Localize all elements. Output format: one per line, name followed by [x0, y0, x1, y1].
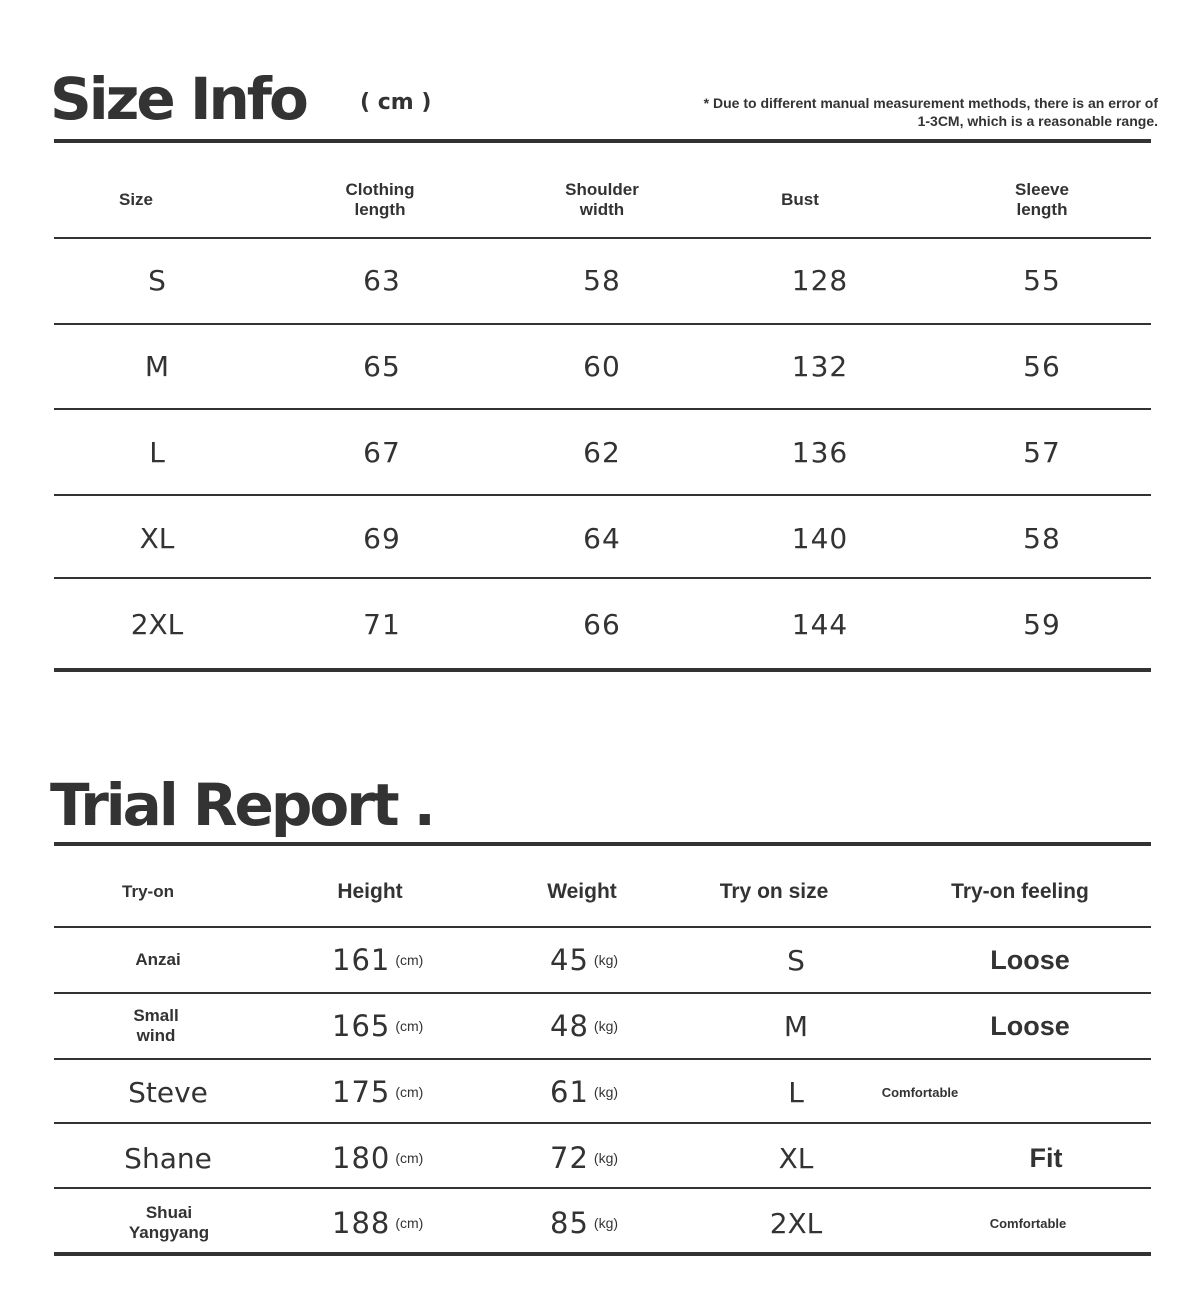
trial-table-bottom-rule — [54, 1252, 1151, 1256]
weight-value: 72 — [550, 1141, 589, 1175]
sleeve-length-value: 55 — [1023, 263, 1061, 297]
try-on-feeling-value: Loose — [990, 944, 1070, 975]
size-info-unit: ( cm ) — [360, 90, 432, 115]
weight-cell — [520, 1000, 690, 1052]
header-size: Size — [118, 190, 154, 209]
measurement-note — [598, 94, 1158, 130]
header-try-on: Try-on — [122, 882, 174, 901]
tester-name: Anzai — [135, 950, 181, 969]
try-on-feeling-value: Comfortable — [881, 1084, 959, 1100]
row-divider — [54, 992, 1151, 994]
header-sleeve-length: Sleeve length — [1015, 180, 1069, 219]
height-value: 161 — [332, 943, 391, 977]
size-table-bottom-rule — [54, 668, 1151, 672]
header-weight: Weight — [547, 880, 617, 903]
clothing-length-value: 65 — [363, 349, 401, 383]
size-label: 2XL — [130, 607, 184, 641]
height-value: 180 — [332, 1141, 391, 1175]
row-divider — [54, 577, 1151, 579]
height-cell — [300, 1196, 492, 1250]
weight-cell — [520, 935, 690, 985]
weight-unit: (kg) — [593, 1150, 619, 1166]
measurement-note-line1: * Due to different manual measurement methods, there is an error of — [703, 95, 1158, 111]
weight-cell — [520, 1066, 690, 1118]
size-table-top-rule — [54, 139, 1151, 143]
shoulder-width-value: 62 — [583, 435, 621, 469]
weight-cell — [520, 1196, 690, 1250]
header-shoulder-width: Shoulder width — [565, 180, 639, 219]
sleeve-length-value: 58 — [1023, 521, 1061, 555]
trial-table-header-rule — [54, 926, 1151, 928]
weight-value: 48 — [550, 1009, 589, 1043]
shoulder-width-value: 66 — [583, 607, 621, 641]
weight-unit: (kg) — [593, 1084, 619, 1100]
header-clothing-length: Clothing length — [345, 180, 415, 219]
try-on-size-value: S — [787, 943, 805, 977]
weight-value: 85 — [550, 1206, 589, 1240]
try-on-size-value: XL — [778, 1141, 814, 1175]
row-divider — [54, 408, 1151, 410]
try-on-size-value: M — [783, 1009, 809, 1043]
tester-name: Shuai Yangyang — [128, 1203, 210, 1242]
measurement-note-line2: 1-3CM, which is a reasonable range. — [917, 113, 1158, 129]
bust-value: 136 — [791, 435, 849, 469]
try-on-feeling-value: Fit — [1029, 1142, 1063, 1173]
weight-value: 45 — [550, 943, 589, 977]
weight-cell — [520, 1132, 690, 1184]
row-divider — [54, 1187, 1151, 1189]
height-value: 188 — [332, 1206, 391, 1240]
shoulder-width-value: 60 — [583, 349, 621, 383]
try-on-feeling-value: Comfortable — [989, 1215, 1067, 1231]
height-value: 165 — [332, 1009, 391, 1043]
bust-value: 128 — [791, 263, 849, 297]
row-divider — [54, 494, 1151, 496]
weight-unit: (kg) — [593, 1018, 619, 1034]
size-label: L — [149, 435, 165, 469]
size-label: M — [144, 349, 170, 383]
row-divider — [54, 1058, 1151, 1060]
try-on-size-value: L — [788, 1075, 804, 1109]
header-height: Height — [337, 880, 403, 903]
shoulder-width-value: 58 — [583, 263, 621, 297]
tester-name: Steve — [128, 1075, 208, 1109]
sleeve-length-value: 57 — [1023, 435, 1061, 469]
size-info-title: Size Info — [50, 65, 306, 133]
size-table-header-rule — [54, 237, 1151, 239]
clothing-length-value: 69 — [363, 521, 401, 555]
height-cell — [300, 935, 492, 985]
trial-table-top-rule — [54, 842, 1151, 846]
try-on-size-value: 2XL — [769, 1206, 823, 1240]
tester-name: Shane — [124, 1141, 212, 1175]
height-unit: (cm) — [395, 952, 424, 968]
tester-name: Small wind — [133, 1006, 179, 1045]
bust-value: 132 — [791, 349, 849, 383]
header-try-on-size: Try on size — [719, 880, 829, 903]
clothing-length-value: 63 — [363, 263, 401, 297]
sleeve-length-value: 59 — [1023, 607, 1061, 641]
bust-value: 144 — [791, 607, 849, 641]
height-unit: (cm) — [395, 1215, 424, 1231]
trial-report-title: Trial Report . — [50, 771, 433, 839]
height-cell — [300, 1066, 492, 1118]
height-unit: (cm) — [395, 1084, 424, 1100]
shoulder-width-value: 64 — [583, 521, 621, 555]
weight-unit: (kg) — [593, 1215, 619, 1231]
weight-value: 61 — [550, 1075, 589, 1109]
row-divider — [54, 1122, 1151, 1124]
clothing-length-value: 67 — [363, 435, 401, 469]
size-label: S — [148, 263, 166, 297]
weight-unit: (kg) — [593, 952, 619, 968]
height-value: 175 — [332, 1075, 391, 1109]
height-unit: (cm) — [395, 1150, 424, 1166]
header-try-on-feeling: Try-on feeling — [951, 880, 1089, 903]
height-cell — [300, 1132, 492, 1184]
header-bust: Bust — [781, 190, 819, 209]
row-divider — [54, 323, 1151, 325]
size-label: XL — [139, 521, 175, 555]
height-cell — [300, 1000, 492, 1052]
bust-value: 140 — [791, 521, 849, 555]
clothing-length-value: 71 — [363, 607, 401, 641]
sleeve-length-value: 56 — [1023, 349, 1061, 383]
try-on-feeling-value: Loose — [990, 1010, 1070, 1041]
height-unit: (cm) — [395, 1018, 424, 1034]
